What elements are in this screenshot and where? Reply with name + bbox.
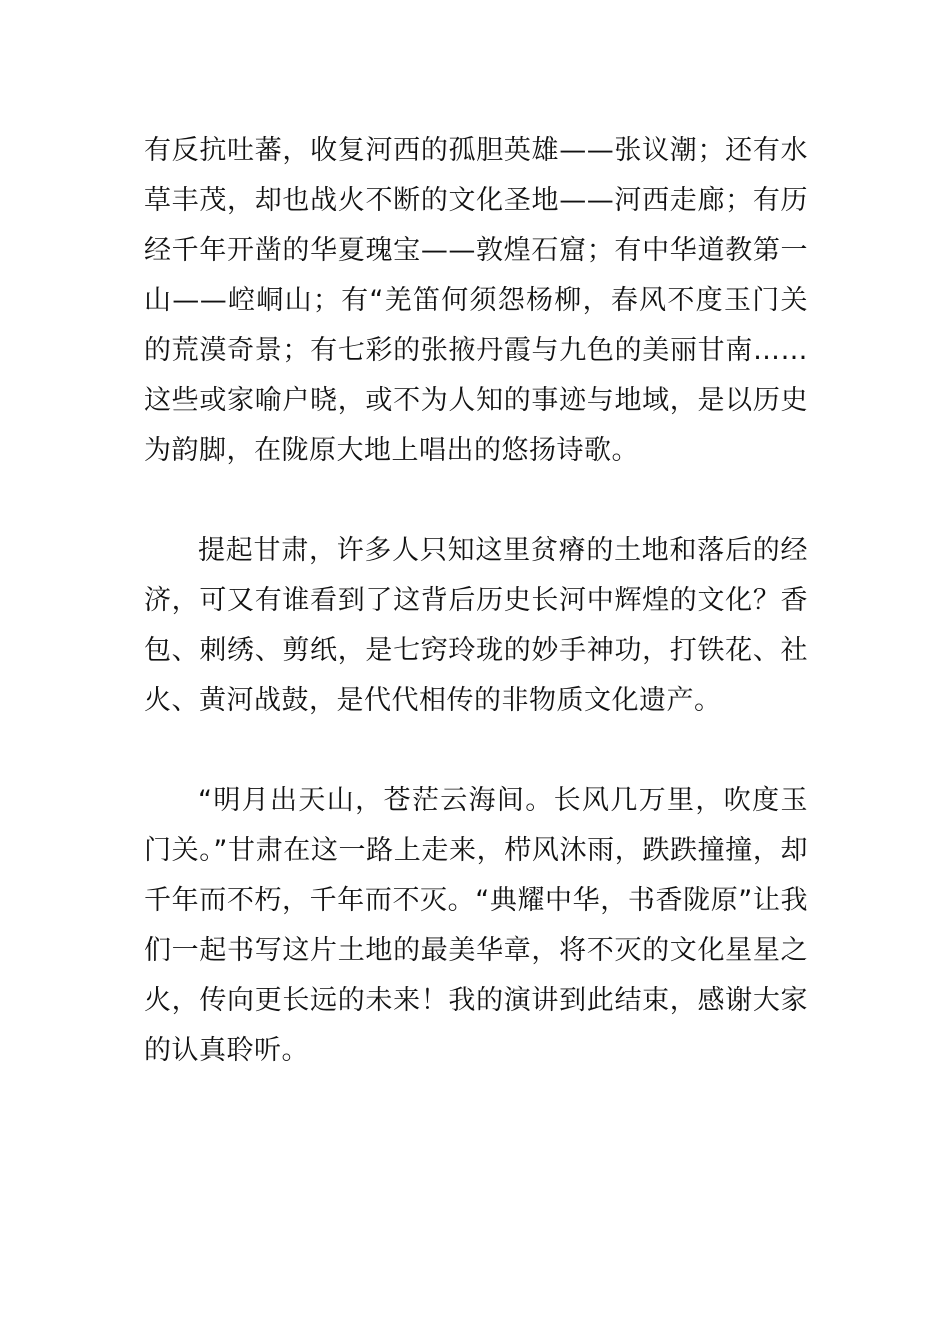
paragraph-continuation: 有反抗吐蕃，收复河西的孤胆英雄——张议潮；还有水草丰茂，却也战火不断的文化圣地——河西走廊；有历经千年开凿的华夏瑰宝——敦煌石窟；有中华道教第一山——崆峒山；有“羌笛何须怨杨柳，春风不度玉门关的荒漠奇景；有七彩的张掖丹霞与九色的美丽甘南……这些或家喻户晓，或不为人知的事迹与地域，是以历史为韵脚，在陇原大地上唱出的悠扬诗歌。 — [144, 135, 808, 466]
paragraph-gansu-culture: 提起甘肃，许多人只知这里贫瘠的土地和落后的经济，可又有谁看到了这背后历史长河中辉煌的文化？香包、刺绣、剪纸，是七窍玲珑的妙手神功，打铁花、社火、黄河战鼓，是代代相传的非物质文化遗产。 — [144, 535, 808, 716]
document-body — [144, 126, 808, 1076]
paragraph-closing: “明月出天山，苍茫云海间。长风几万里，吹度玉门关。”甘肃在这一路上走来，栉风沐雨，跌跌撞撞，却千年而不朽，千年而不灭。“典耀中华，书香陇原”让我们一起书写这片土地的最美华章，将不灭的文化星星之火，传向更长远的未来！我的演讲到此结束，感谢大家的认真聆听。 — [144, 785, 808, 1066]
